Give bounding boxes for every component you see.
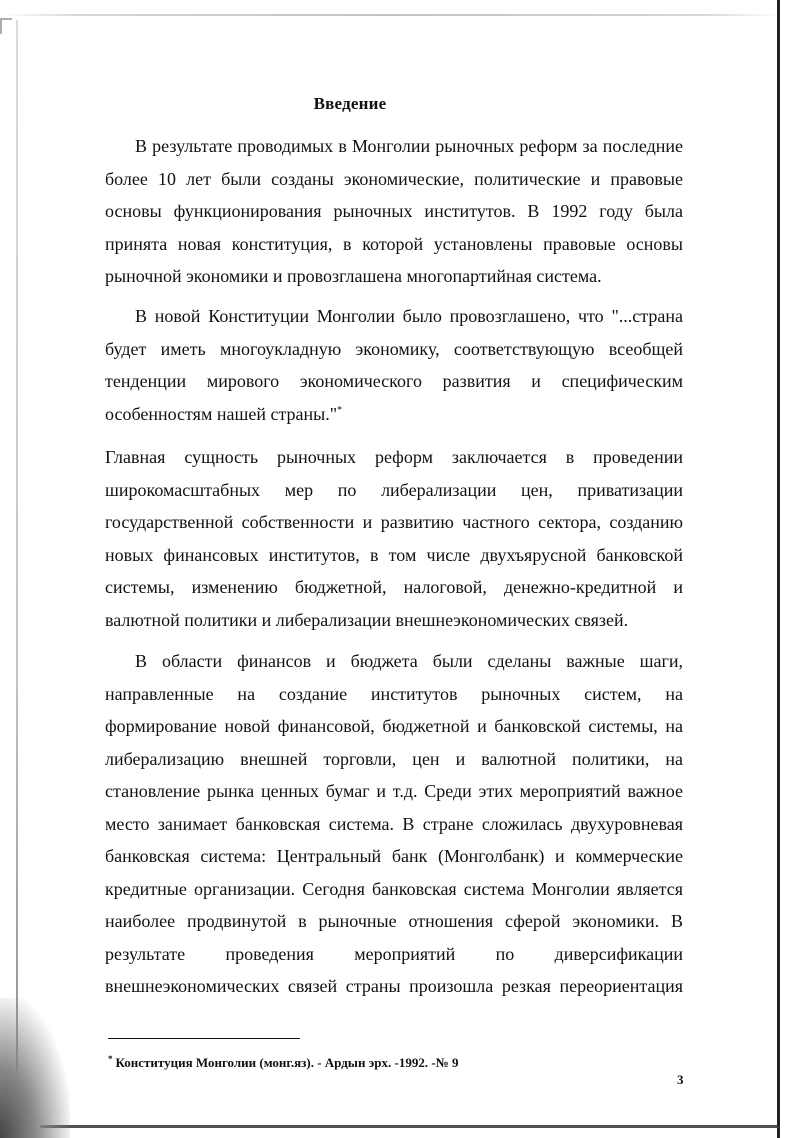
page-title: Введение: [313, 94, 387, 113]
paragraph-4: В области финансов и бюджета были сделаны важные шаги, направленные на создание институтов рыночных систем, на формирование новой финансовой, бюджетной и банковской системы, на либерализацию внешней торговли, цен и валютной политики, на становление рынка ценных бумаг и т.д. Среди этих мероприятий важное место занимает банковская система. В стране сложилась двухуровневая банковская система: Центральный банк (Монголбанк) и коммерческие кредитные организации. Сегодня банковская система Монголии является наиболее продвинутой в рыночные отношения сферой экономики. В результате проведения мероприятий по диверсификации внешнеэкономических связей страны произошла резкая переориентация: [105, 651, 683, 996]
scan-edge-bottom: [40, 1125, 780, 1128]
paragraph-1: В результате проводимых в Монголии рыночных реформ за последние более 10 лет были созданы экономические, политические и правовые основы функционирования рыночных институтов. В 1992 году была принята новая конституция, в которой установлены правовые основы рыночной экономики и провозглашена многопартийная система.: [105, 136, 683, 286]
footnote-separator: [108, 1038, 300, 1039]
scan-edge-top: [0, 14, 780, 16]
footnote-reference: *: [337, 404, 343, 416]
paragraph-3: Главная сущность рыночных реформ заключается в проведении широкомасштабных мер по либерализации цен, приватизации государственной собственности и развитию частного сектора, созданию новых финансовых институтов, в том числе двухъярусной банковской системы, изменению бюджетной, налоговой, денежно-кредитной и валютной политики и либерализации внешнеэкономических связей.: [105, 447, 683, 630]
paragraph-2-text: В новой Конституции Монголии было провозглашено, что "...страна будет иметь многоукладную экономику, соответствующую всеобщей тенденции мирового экономического развития и специфическим особенностям нашей страны.": [105, 306, 683, 424]
footnote: [108, 1055, 459, 1071]
scan-corner-shadow: [0, 998, 70, 1138]
scan-corner-mark: [0, 18, 12, 34]
footnote-symbol: *: [108, 1053, 113, 1064]
paragraph-2: [105, 300, 683, 430]
page-number: 3: [677, 1072, 684, 1087]
scan-edge-left: [16, 20, 18, 1100]
footnote-text: Конституция Монголии (монг.яз). - Ардын эрх. -1992. -№ 9: [115, 1055, 459, 1070]
scan-edge-right: [777, 0, 780, 1138]
